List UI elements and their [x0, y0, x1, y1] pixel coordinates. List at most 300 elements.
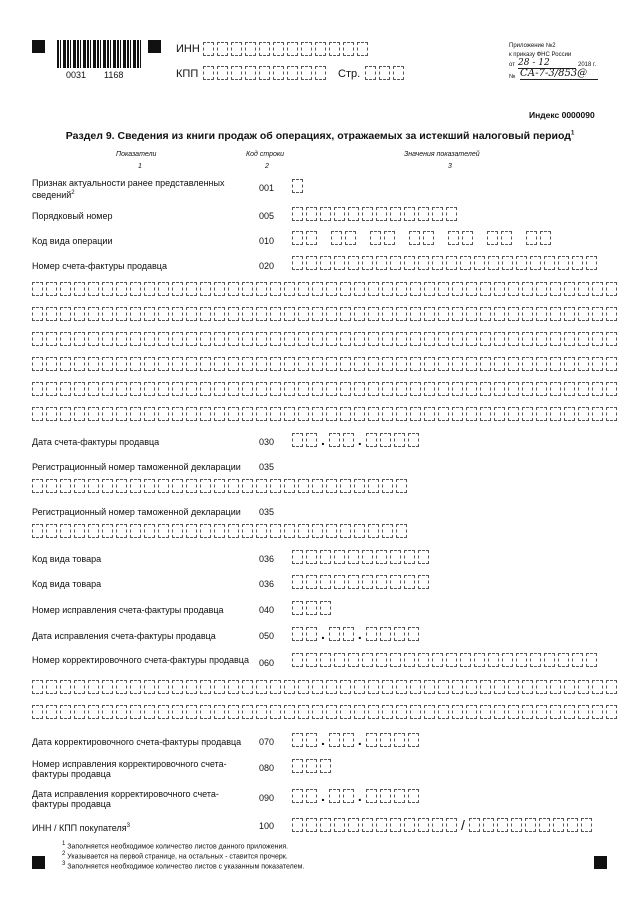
- row-035b-cells[interactable]: [32, 524, 407, 538]
- input-cell[interactable]: [382, 479, 393, 493]
- input-cell[interactable]: [273, 42, 284, 56]
- input-cell[interactable]: [270, 524, 281, 538]
- input-cell[interactable]: [488, 256, 499, 270]
- input-cell[interactable]: [357, 42, 368, 56]
- input-cell[interactable]: [284, 407, 295, 421]
- input-cell[interactable]: [466, 680, 477, 694]
- input-cell[interactable]: [393, 66, 404, 80]
- input-cell[interactable]: [214, 524, 225, 538]
- input-cell[interactable]: [567, 818, 578, 832]
- input-cell[interactable]: [494, 307, 505, 321]
- input-cell[interactable]: [326, 705, 337, 719]
- input-cell[interactable]: [410, 382, 421, 396]
- input-cell[interactable]: [368, 524, 379, 538]
- input-cell[interactable]: [410, 282, 421, 296]
- input-cell[interactable]: [60, 382, 71, 396]
- input-cell[interactable]: [306, 759, 317, 773]
- input-cell[interactable]: [329, 789, 340, 803]
- input-cell[interactable]: [32, 382, 43, 396]
- input-cell[interactable]: [329, 733, 340, 747]
- input-cell[interactable]: [186, 524, 197, 538]
- input-cell[interactable]: [32, 407, 43, 421]
- input-cell[interactable]: [525, 818, 536, 832]
- input-cell[interactable]: [158, 282, 169, 296]
- input-cell[interactable]: [502, 653, 513, 667]
- input-cell[interactable]: [390, 575, 401, 589]
- input-cell[interactable]: [32, 307, 43, 321]
- input-cell[interactable]: [396, 282, 407, 296]
- input-cell[interactable]: [102, 680, 113, 694]
- input-cell[interactable]: [446, 653, 457, 667]
- input-cell[interactable]: [606, 307, 617, 321]
- input-cell[interactable]: [172, 407, 183, 421]
- input-cell[interactable]: [404, 575, 415, 589]
- input-cell[interactable]: [242, 357, 253, 371]
- input-cell[interactable]: [284, 382, 295, 396]
- input-cell[interactable]: [331, 231, 342, 245]
- input-cell[interactable]: [466, 282, 477, 296]
- input-cell[interactable]: [354, 307, 365, 321]
- input-cell[interactable]: [200, 282, 211, 296]
- input-cell[interactable]: [60, 680, 71, 694]
- input-cell[interactable]: [326, 680, 337, 694]
- input-cell[interactable]: [326, 382, 337, 396]
- input-cell[interactable]: [394, 789, 405, 803]
- input-cell[interactable]: [46, 282, 57, 296]
- input-cell[interactable]: [382, 357, 393, 371]
- input-cell[interactable]: [362, 550, 373, 564]
- input-cell[interactable]: [497, 818, 508, 832]
- input-cell[interactable]: [578, 705, 589, 719]
- input-cell[interactable]: [116, 332, 127, 346]
- input-cell[interactable]: [326, 479, 337, 493]
- input-cell[interactable]: [423, 231, 434, 245]
- input-cell[interactable]: [466, 307, 477, 321]
- input-cell[interactable]: [292, 818, 303, 832]
- input-cell[interactable]: [404, 818, 415, 832]
- input-cell[interactable]: [158, 705, 169, 719]
- input-cell[interactable]: [186, 357, 197, 371]
- input-cell[interactable]: [396, 524, 407, 538]
- input-cell[interactable]: [396, 705, 407, 719]
- input-cell[interactable]: [592, 307, 603, 321]
- input-cell[interactable]: [424, 332, 435, 346]
- input-cell[interactable]: [581, 818, 592, 832]
- input-cell[interactable]: [550, 332, 561, 346]
- input-cell[interactable]: [544, 256, 555, 270]
- input-cell[interactable]: [466, 357, 477, 371]
- input-cell[interactable]: [144, 479, 155, 493]
- input-cell[interactable]: [312, 407, 323, 421]
- input-cell[interactable]: [256, 680, 267, 694]
- input-cell[interactable]: [284, 332, 295, 346]
- input-cell[interactable]: [483, 818, 494, 832]
- input-cell[interactable]: [404, 550, 415, 564]
- input-cell[interactable]: [394, 733, 405, 747]
- input-cell[interactable]: [370, 231, 381, 245]
- input-cell[interactable]: [452, 307, 463, 321]
- input-cell[interactable]: [306, 256, 317, 270]
- row-040-cells[interactable]: [292, 601, 331, 615]
- input-cell[interactable]: [578, 407, 589, 421]
- input-cell[interactable]: [460, 653, 471, 667]
- row-090-date-cells[interactable]: [292, 789, 419, 803]
- input-cell[interactable]: [368, 705, 379, 719]
- input-cell[interactable]: [466, 382, 477, 396]
- input-cell[interactable]: [284, 680, 295, 694]
- input-cell[interactable]: [320, 653, 331, 667]
- input-cell[interactable]: [382, 705, 393, 719]
- input-cell[interactable]: [382, 332, 393, 346]
- input-cell[interactable]: [530, 653, 541, 667]
- input-cell[interactable]: [354, 680, 365, 694]
- input-cell[interactable]: [172, 479, 183, 493]
- input-cell[interactable]: [606, 705, 617, 719]
- input-cell[interactable]: [522, 680, 533, 694]
- input-cell[interactable]: [564, 705, 575, 719]
- input-cell[interactable]: [74, 307, 85, 321]
- input-cell[interactable]: [158, 332, 169, 346]
- input-cell[interactable]: [214, 680, 225, 694]
- input-cell[interactable]: [452, 407, 463, 421]
- input-cell[interactable]: [116, 524, 127, 538]
- input-cell[interactable]: [365, 66, 376, 80]
- input-cell[interactable]: [306, 575, 317, 589]
- input-cell[interactable]: [578, 282, 589, 296]
- input-cell[interactable]: [446, 207, 457, 221]
- input-cell[interactable]: [394, 433, 405, 447]
- row-030-date-cells[interactable]: [292, 433, 419, 447]
- input-cell[interactable]: [348, 653, 359, 667]
- input-cell[interactable]: [329, 627, 340, 641]
- input-cell[interactable]: [231, 42, 242, 56]
- input-cell[interactable]: [214, 407, 225, 421]
- input-cell[interactable]: [487, 231, 498, 245]
- input-cell[interactable]: [564, 282, 575, 296]
- input-cell[interactable]: [217, 66, 228, 80]
- input-cell[interactable]: [480, 680, 491, 694]
- input-cell[interactable]: [320, 256, 331, 270]
- input-cell[interactable]: [270, 479, 281, 493]
- input-cell[interactable]: [606, 332, 617, 346]
- input-cell[interactable]: [578, 680, 589, 694]
- input-cell[interactable]: [88, 407, 99, 421]
- input-cell[interactable]: [522, 705, 533, 719]
- input-cell[interactable]: [312, 479, 323, 493]
- input-cell[interactable]: [228, 382, 239, 396]
- input-cell[interactable]: [306, 231, 317, 245]
- input-cell[interactable]: [273, 66, 284, 80]
- input-cell[interactable]: [564, 332, 575, 346]
- row-100-inn-kpp-cells[interactable]: /: [292, 817, 592, 833]
- input-cell[interactable]: [320, 575, 331, 589]
- input-cell[interactable]: [362, 256, 373, 270]
- input-cell[interactable]: [418, 818, 429, 832]
- input-cell[interactable]: [298, 407, 309, 421]
- input-cell[interactable]: [334, 256, 345, 270]
- input-cell[interactable]: [320, 759, 331, 773]
- input-cell[interactable]: [452, 332, 463, 346]
- input-cell[interactable]: [438, 357, 449, 371]
- input-cell[interactable]: [424, 382, 435, 396]
- input-cell[interactable]: [343, 789, 354, 803]
- input-cell[interactable]: [480, 357, 491, 371]
- input-cell[interactable]: [438, 382, 449, 396]
- input-cell[interactable]: [242, 382, 253, 396]
- input-cell[interactable]: [298, 282, 309, 296]
- input-cell[interactable]: [306, 207, 317, 221]
- input-cell[interactable]: [256, 307, 267, 321]
- input-cell[interactable]: [376, 575, 387, 589]
- input-cell[interactable]: [446, 256, 457, 270]
- input-cell[interactable]: [334, 653, 345, 667]
- input-cell[interactable]: [354, 382, 365, 396]
- input-cell[interactable]: [380, 433, 391, 447]
- input-cell[interactable]: [46, 307, 57, 321]
- input-cell[interactable]: [526, 231, 537, 245]
- row-035a-cells[interactable]: [32, 479, 407, 493]
- input-cell[interactable]: [256, 282, 267, 296]
- input-cell[interactable]: [384, 231, 395, 245]
- input-cell[interactable]: [292, 601, 303, 615]
- input-cell[interactable]: [186, 332, 197, 346]
- input-cell[interactable]: [102, 307, 113, 321]
- input-cell[interactable]: [158, 407, 169, 421]
- input-cell[interactable]: [390, 818, 401, 832]
- input-cell[interactable]: [379, 66, 390, 80]
- input-cell[interactable]: [60, 705, 71, 719]
- input-cell[interactable]: [409, 231, 420, 245]
- input-cell[interactable]: [88, 332, 99, 346]
- input-cell[interactable]: [102, 357, 113, 371]
- input-cell[interactable]: [312, 332, 323, 346]
- input-cell[interactable]: [494, 357, 505, 371]
- input-cell[interactable]: [228, 307, 239, 321]
- input-cell[interactable]: [508, 680, 519, 694]
- input-cell[interactable]: [259, 66, 270, 80]
- input-cell[interactable]: [186, 307, 197, 321]
- input-cell[interactable]: [382, 680, 393, 694]
- input-cell[interactable]: [578, 307, 589, 321]
- input-cell[interactable]: [354, 479, 365, 493]
- input-cell[interactable]: [522, 407, 533, 421]
- input-cell[interactable]: [116, 282, 127, 296]
- input-cell[interactable]: [301, 42, 312, 56]
- input-cell[interactable]: [270, 407, 281, 421]
- input-cell[interactable]: [396, 357, 407, 371]
- input-cell[interactable]: [60, 307, 71, 321]
- input-cell[interactable]: [368, 332, 379, 346]
- input-cell[interactable]: [60, 282, 71, 296]
- input-cell[interactable]: [186, 407, 197, 421]
- input-cell[interactable]: [480, 407, 491, 421]
- input-cell[interactable]: [116, 382, 127, 396]
- input-cell[interactable]: [340, 307, 351, 321]
- input-cell[interactable]: [564, 680, 575, 694]
- input-cell[interactable]: [200, 705, 211, 719]
- input-cell[interactable]: [366, 433, 377, 447]
- input-cell[interactable]: [88, 479, 99, 493]
- input-cell[interactable]: [256, 332, 267, 346]
- input-cell[interactable]: [74, 407, 85, 421]
- input-cell[interactable]: [144, 382, 155, 396]
- input-cell[interactable]: [536, 307, 547, 321]
- input-cell[interactable]: [376, 207, 387, 221]
- input-cell[interactable]: [474, 256, 485, 270]
- input-cell[interactable]: [553, 818, 564, 832]
- input-cell[interactable]: [130, 382, 141, 396]
- input-cell[interactable]: [88, 680, 99, 694]
- input-cell[interactable]: [354, 332, 365, 346]
- input-cell[interactable]: [158, 357, 169, 371]
- input-cell[interactable]: [144, 357, 155, 371]
- input-cell[interactable]: [390, 256, 401, 270]
- input-cell[interactable]: [606, 407, 617, 421]
- input-cell[interactable]: [376, 550, 387, 564]
- input-cell[interactable]: [578, 332, 589, 346]
- input-cell[interactable]: [270, 307, 281, 321]
- input-cell[interactable]: [382, 382, 393, 396]
- input-cell[interactable]: [306, 653, 317, 667]
- input-cell[interactable]: [522, 307, 533, 321]
- input-cell[interactable]: [396, 680, 407, 694]
- input-cell[interactable]: [418, 575, 429, 589]
- input-cell[interactable]: [306, 550, 317, 564]
- input-cell[interactable]: [287, 42, 298, 56]
- input-cell[interactable]: [340, 382, 351, 396]
- input-cell[interactable]: [312, 282, 323, 296]
- input-cell[interactable]: [354, 407, 365, 421]
- input-cell[interactable]: [46, 357, 57, 371]
- input-cell[interactable]: [130, 524, 141, 538]
- input-cell[interactable]: [340, 680, 351, 694]
- input-cell[interactable]: [214, 479, 225, 493]
- input-cell[interactable]: [606, 680, 617, 694]
- input-cell[interactable]: [172, 307, 183, 321]
- input-cell[interactable]: [172, 524, 183, 538]
- input-cell[interactable]: [298, 332, 309, 346]
- input-cell[interactable]: [408, 627, 419, 641]
- input-cell[interactable]: [343, 627, 354, 641]
- input-cell[interactable]: [494, 382, 505, 396]
- input-cell[interactable]: [256, 524, 267, 538]
- input-cell[interactable]: [312, 680, 323, 694]
- input-cell[interactable]: [242, 407, 253, 421]
- input-cell[interactable]: [200, 307, 211, 321]
- input-cell[interactable]: [292, 627, 303, 641]
- input-cell[interactable]: [480, 332, 491, 346]
- input-cell[interactable]: [376, 653, 387, 667]
- row-050-date-cells[interactable]: [292, 627, 419, 641]
- input-cell[interactable]: [320, 818, 331, 832]
- input-cell[interactable]: [172, 282, 183, 296]
- input-cell[interactable]: [292, 733, 303, 747]
- input-cell[interactable]: [494, 705, 505, 719]
- input-cell[interactable]: [46, 680, 57, 694]
- input-cell[interactable]: [376, 256, 387, 270]
- input-cell[interactable]: [480, 382, 491, 396]
- input-cell[interactable]: [408, 433, 419, 447]
- input-cell[interactable]: [60, 407, 71, 421]
- input-cell[interactable]: [46, 524, 57, 538]
- input-cell[interactable]: [74, 680, 85, 694]
- input-cell[interactable]: [306, 789, 317, 803]
- input-cell[interactable]: [326, 332, 337, 346]
- input-cell[interactable]: [432, 207, 443, 221]
- input-cell[interactable]: [228, 705, 239, 719]
- input-cell[interactable]: [530, 256, 541, 270]
- input-cell[interactable]: [102, 479, 113, 493]
- input-cell[interactable]: [292, 653, 303, 667]
- input-cell[interactable]: [550, 407, 561, 421]
- input-cell[interactable]: [186, 282, 197, 296]
- input-cell[interactable]: [380, 733, 391, 747]
- input-cell[interactable]: [340, 524, 351, 538]
- input-cell[interactable]: [418, 256, 429, 270]
- input-cell[interactable]: [572, 256, 583, 270]
- input-cell[interactable]: [200, 680, 211, 694]
- input-cell[interactable]: [326, 282, 337, 296]
- input-cell[interactable]: [144, 680, 155, 694]
- input-cell[interactable]: [102, 382, 113, 396]
- row-036b-cells[interactable]: [292, 575, 429, 589]
- input-cell[interactable]: [511, 818, 522, 832]
- input-cell[interactable]: [144, 332, 155, 346]
- input-cell[interactable]: [592, 332, 603, 346]
- input-cell[interactable]: [214, 705, 225, 719]
- input-cell[interactable]: [320, 601, 331, 615]
- input-cell[interactable]: [186, 479, 197, 493]
- input-cell[interactable]: [228, 282, 239, 296]
- input-cell[interactable]: [462, 231, 473, 245]
- input-cell[interactable]: [102, 524, 113, 538]
- input-cell[interactable]: [186, 382, 197, 396]
- input-cell[interactable]: [228, 524, 239, 538]
- input-cell[interactable]: [368, 382, 379, 396]
- input-cell[interactable]: [306, 818, 317, 832]
- input-cell[interactable]: [408, 789, 419, 803]
- input-cell[interactable]: [172, 332, 183, 346]
- input-cell[interactable]: [354, 524, 365, 538]
- input-cell[interactable]: [508, 332, 519, 346]
- input-cell[interactable]: [130, 680, 141, 694]
- input-cell[interactable]: [315, 42, 326, 56]
- input-cell[interactable]: [368, 479, 379, 493]
- input-cell[interactable]: [396, 332, 407, 346]
- input-cell[interactable]: [116, 705, 127, 719]
- input-cell[interactable]: [410, 680, 421, 694]
- input-cell[interactable]: [480, 705, 491, 719]
- input-cell[interactable]: [292, 575, 303, 589]
- input-cell[interactable]: [88, 524, 99, 538]
- input-cell[interactable]: [203, 66, 214, 80]
- input-cell[interactable]: [256, 407, 267, 421]
- input-cell[interactable]: [536, 282, 547, 296]
- input-cell[interactable]: [320, 550, 331, 564]
- input-cell[interactable]: [102, 282, 113, 296]
- input-cell[interactable]: [144, 705, 155, 719]
- input-cell[interactable]: [32, 680, 43, 694]
- input-cell[interactable]: [130, 332, 141, 346]
- input-cell[interactable]: [217, 42, 228, 56]
- input-cell[interactable]: [228, 407, 239, 421]
- input-cell[interactable]: [508, 282, 519, 296]
- input-cell[interactable]: [396, 479, 407, 493]
- input-cell[interactable]: [231, 66, 242, 80]
- input-cell[interactable]: [102, 407, 113, 421]
- input-cell[interactable]: [592, 705, 603, 719]
- input-cell[interactable]: [362, 207, 373, 221]
